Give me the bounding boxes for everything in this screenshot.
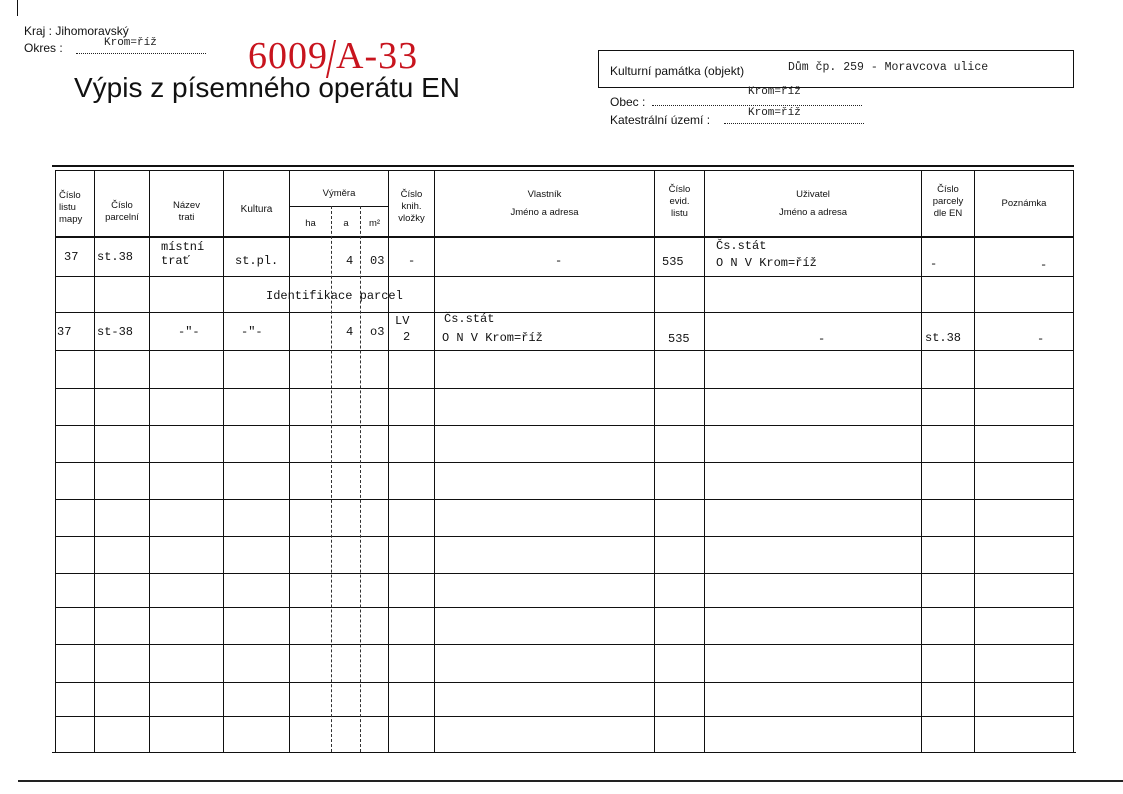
cell-kultura: st.pl. [235,254,279,268]
cell-parcelni: st-38 [97,325,134,339]
katastr-label: Katestrální území : [610,113,711,127]
col-a: a [343,218,349,229]
col-cislo-parcelni: Číslo parcelní [105,200,139,223]
cell-uzivatel: - [818,332,826,346]
kraj-field [24,24,129,38]
cell-poznamka: - [1037,332,1045,346]
cell-vlastnik-1: Čs.stát [444,312,495,326]
col-cislo-parcely-en: Číslo parcely dle EN [932,184,964,219]
monument-label: Kulturní památka (objekt) [610,64,745,78]
cell-evid: 535 [668,332,690,346]
col-vymera: Výměra [322,188,356,199]
cell-a: 4 [346,254,354,268]
katastr-value: Krom=říž [748,107,801,119]
cell-listu: 37 [64,250,79,264]
col-vlastnik: Vlastník Jméno a adresa [510,189,579,218]
cell-a: 4 [346,325,354,339]
kraj-label: Kraj : [24,24,53,38]
okres-value: Krom=říž [104,37,157,49]
cell-knih-2: 2 [403,330,411,344]
col-ha: ha [305,218,316,229]
cell-m2: o3 [370,325,385,339]
cell-poznamka: - [1040,258,1048,272]
cell-parcela-en: st.38 [925,331,962,345]
section-identifikace: Identifikace parcel [266,289,403,303]
cell-trat-2: trať [161,254,190,268]
cell-evid: 535 [662,255,684,269]
col-cislo-evid-listu: Číslo evid. listu [668,184,691,219]
monument-value: Dům čp. 259 - Moravcova ulice [788,61,989,74]
col-m2: m² [368,218,381,229]
scan-edge-bottom [18,780,1123,782]
obec-label: Obec : [610,95,646,109]
cell-trat-1: -"- [178,325,200,339]
stamp-number: 6009 [248,35,328,77]
stamp-code: A-33 [336,35,419,77]
cell-trat-1: místní [161,240,205,254]
col-nazev-trati: Název trati [173,200,200,223]
cell-kultura: -"- [241,325,263,339]
col-uzivatel: Uživatel Jméno a adresa [778,189,848,218]
cell-knih-1: LV [395,314,410,328]
cell-parcela-en: - [930,257,938,271]
cell-uzivatel-1: Čs.stát [716,239,767,253]
cell-m2: 03 [370,254,385,268]
col-kultura: Kultura [240,204,273,215]
col-cislo-knih-vlozky: Číslo knih. vložky [398,189,425,224]
col-poznamka: Poznámka [1001,198,1047,209]
obec-value: Krom=říž [748,86,801,98]
col-cislo-listu: Číslo listu mapy [59,190,83,225]
scan-mark-top [17,0,18,16]
cell-parcelni: st.38 [97,250,134,264]
cell-listu: 37 [57,325,72,339]
cell-vlastnik-2: O N V Krom=říž [442,331,543,345]
okres-label: Okres : [24,41,63,55]
cell-uzivatel-2: O N V Krom=říž [716,256,817,270]
page-title: Výpis z písemného operátu EN [74,72,460,103]
cell-knih: - [408,254,416,268]
cell-vlastnik: - [555,254,563,268]
kraj-value: Jihomoravský [55,24,129,38]
